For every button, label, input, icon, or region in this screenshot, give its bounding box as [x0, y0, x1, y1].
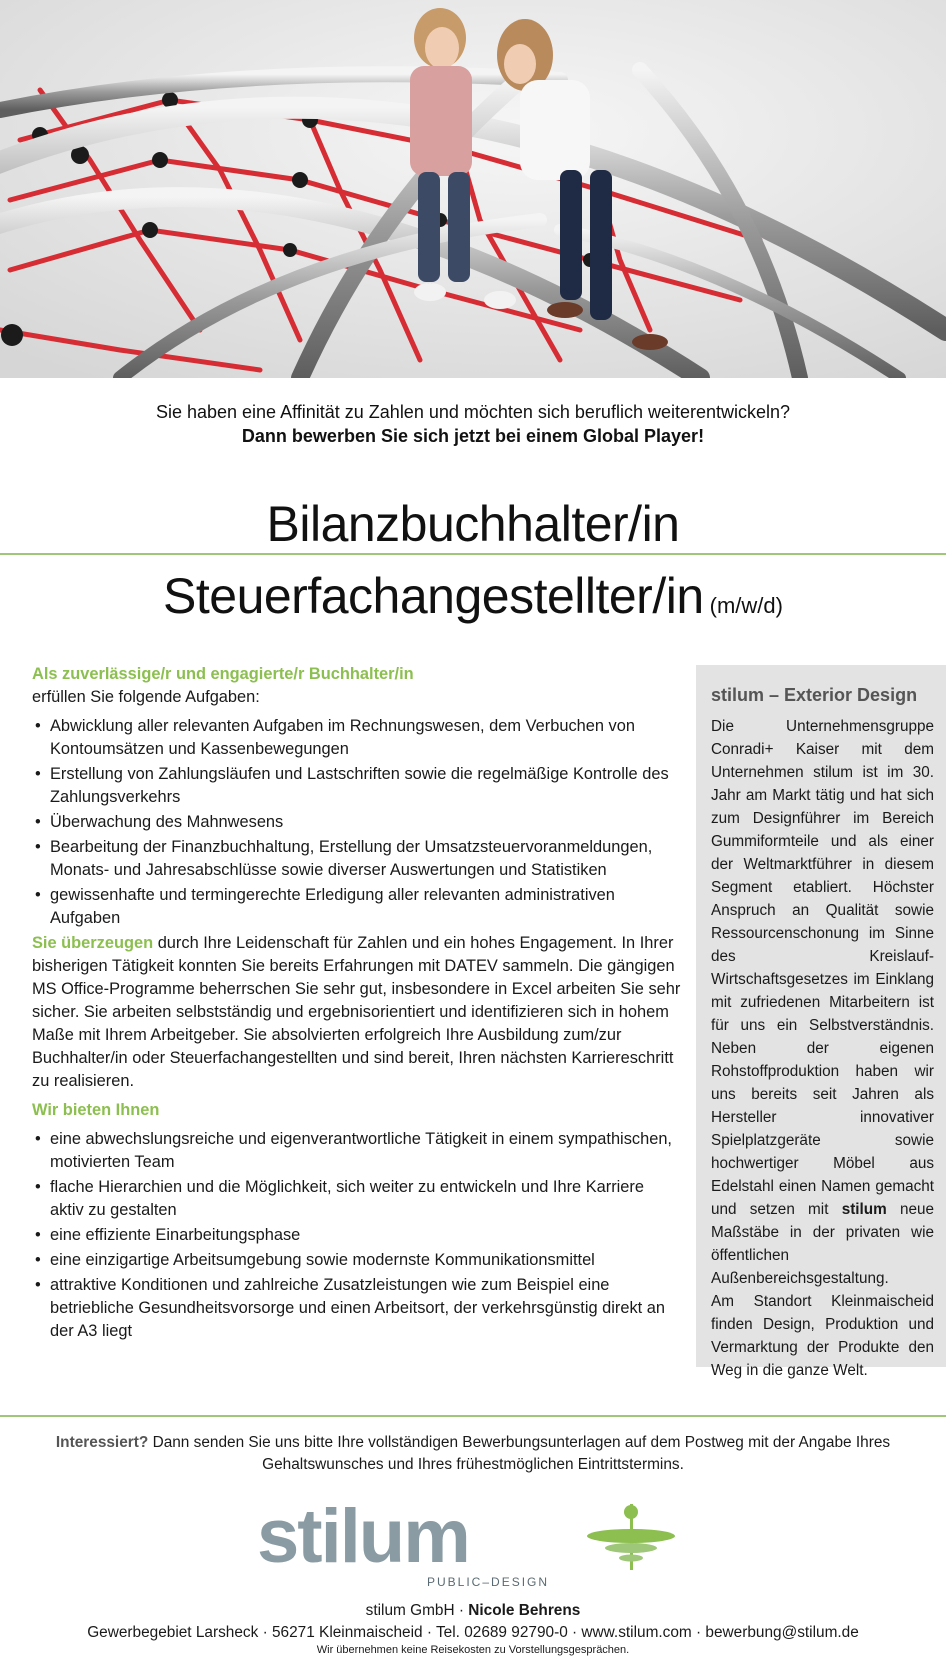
footer-company: stilum GmbH: [365, 1602, 455, 1619]
sidebar-text-a: Die Unternehmensgruppe Conradi+ Kaiser mit dem Unternehmen stilum ist im 30. Jahr am Markt tätig und hat sich zum Designführer im Bereich Gummiformteile und als einer der Weltmarktführer in diesem Segment etabliert. Höchster Anspruch an Qualität sowie Ressourcenschonung im Sinne des Kreislauf-Wirtschaftsgesetzes im Einklang mit zufriedenen Mitarbeitern ist für uns ein Selbstverständnis. Neben der eigenen Rohstoffproduktion haben wir uns bereits seit Jahren als Hersteller innovativer Spielplatzgeräte sowie hochwertiger Möbel aus Edelstahl einen Namen gemacht und setzen mit: [711, 718, 934, 1218]
footer-address: Gewerbegebiet Larsheck · 56271 Kleinmaischeid · Tel. 02689 92790-0 · www.stilum.com · bewerbung@stilum.de: [87, 1624, 859, 1641]
footer-separator: ·: [454, 1602, 469, 1619]
title-divider: [0, 553, 946, 555]
list-item: • eine abwechslungsreiche und eigenverantwortliche Tätigkeit in einem sympathischen, motivierten Team: [32, 1128, 682, 1174]
list-item: • attraktive Konditionen und zahlreiche Zusatzleistungen wie zum Beispiel eine betriebliche Gesundheitsvorsorge und einen Arbeitsort, der verkehrsgünstig direkt an der A3 liegt: [32, 1274, 682, 1343]
offer-heading: Wir bieten Ihnen: [32, 1101, 160, 1119]
list-item: • Bearbeitung der Finanzbuchhaltung, Erstellung der Umsatzsteuervoranmeldungen, Monats- und Jahresabschlüsse sowie diverser Auswertungen und Statistiken: [32, 836, 682, 882]
tasks-list: [32, 715, 682, 930]
list-item: • eine einzigartige Arbeitsumgebung sowie modernste Kommunikationsmittel: [32, 1249, 682, 1272]
leaf-emblem-icon: [587, 1504, 675, 1570]
profile-text: durch Ihre Leidenschaft für Zahlen und ein hohes Engagement. In Ihrer bisherigen Tätigkeit konnten Sie bereits Erfahrungen mit DATEV sammeln. Die gängigen MS Office-Programme beherrschen Sie sehr gut, insbesondere in Excel arbeiten Sie sehr sicher. Sie arbeiten selbstständig und ergebnisorientiert und identifizieren sich in hohem Maße mit Ihrem Arbeitgeber. Sie absolvierten erfolgreich Ihre Ausbildung zum/zur Buchhalter/in oder Steuerfachangestellten und sind bereit, Ihren nächsten Karriereschritt zu realisieren.: [32, 934, 681, 1090]
sidebar-title: stilum – Exterior Design: [711, 685, 918, 705]
footer-note: Wir übernehmen keine Reisekosten zu Vorstellungsgesprächen.: [316, 1644, 630, 1656]
intro: [0, 400, 946, 448]
job-title-secondary: [0, 565, 946, 637]
list-item: • Überwachung des Mahnwesens: [32, 811, 682, 834]
tasks-intro: erfüllen Sie folgende Aufgaben:: [32, 688, 260, 706]
list-item: • eine effiziente Einarbeitungsphase: [32, 1224, 682, 1247]
footer-contact-person: Nicole Behrens: [468, 1602, 581, 1619]
sidebar-paragraph: [711, 715, 934, 1290]
tasks-heading: Als zuverlässige/r und engagierte/r Buchhalter/in: [32, 665, 414, 683]
company-sidebar: [696, 665, 946, 1379]
contact-text: Dann senden Sie uns bitte Ihre vollständigen Bewerbungsunterlagen auf dem Postweg mit der Angabe Ihres Gehaltswunsches und Ihres frühestmöglichen Eintrittstermins.: [148, 1434, 891, 1473]
gender-suffix: (m/w/d): [709, 593, 783, 618]
footer-company-line: [0, 1600, 946, 1622]
climbing-dome-illustration: [0, 0, 946, 378]
contact-divider: [0, 1415, 946, 1417]
main-content: [32, 663, 682, 1345]
hero-image: [0, 0, 946, 378]
job-title-primary: Bilanzbuchhalter/in: [266, 496, 680, 552]
logo-tagline: PUBLIC–DESIGN: [427, 1575, 550, 1589]
footer: [0, 1600, 946, 1657]
profile-highlight: Sie überzeugen: [32, 934, 154, 952]
list-item: • gewissenhafte und termingerechte Erledigung aller relevanten administrativen Aufgaben: [32, 884, 682, 930]
offer-list: [32, 1128, 682, 1343]
sidebar-paragraph-location: Am Standort Kleinmaischeid finden Design, Produktion und Vermarktung der Produkte den Weg in die ganze Welt.: [711, 1293, 934, 1379]
logo-wordmark: stilum: [257, 1500, 469, 1579]
stilum-logo-graphic: [255, 1500, 695, 1590]
list-item: • flache Hierarchien und die Möglichkeit, sich weiter zu entwickeln und Ihre Karriere aktiv zu gestalten: [32, 1176, 682, 1222]
profile-paragraph: [32, 932, 682, 1093]
intro-call-to-action: Dann bewerben Sie sich jetzt bei einem Global Player!: [241, 426, 705, 446]
job-title-secondary-text: Steuerfachangestellter/in: [163, 568, 704, 624]
contact-paragraph: [0, 1432, 946, 1476]
intro-question: Sie haben eine Affinität zu Zahlen und möchten sich beruflich weiterentwickeln?: [155, 402, 791, 422]
contact-lead: Interessiert?: [55, 1434, 149, 1451]
sidebar-brand: stilum: [841, 1201, 887, 1218]
stilum-logo: [255, 1500, 695, 1590]
list-item: • Erstellung von Zahlungsläufen und Lastschriften sowie die regelmäßige Kontrolle des Zahlungsverkehrs: [32, 763, 682, 809]
sidebar-text-b: neue Maßstäbe in der privaten wie öffentlichen Außenbereichsgestaltung.: [711, 1201, 934, 1287]
list-item: • Abwicklung aller relevanten Aufgaben im Rechnungswesen, dem Verbuchen von Kontoumsätzen und Kassenbewegungen: [32, 715, 682, 761]
